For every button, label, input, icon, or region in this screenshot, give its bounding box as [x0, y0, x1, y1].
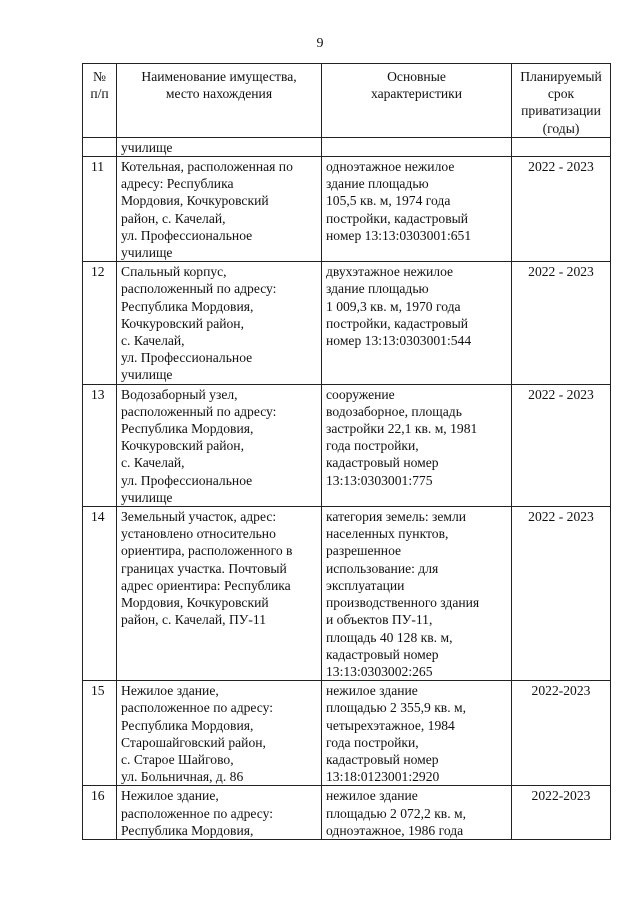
row-num: 14: [83, 507, 117, 681]
row-name: Нежилое здание, расположенное по адресу: Республика Мордовия,: [117, 786, 322, 840]
row-period: 2022 - 2023: [512, 384, 611, 506]
row-num: [83, 137, 117, 156]
row-num: 15: [83, 681, 117, 786]
row-period: 2022-2023: [512, 681, 611, 786]
row-characteristics: нежилое здание площадью 2 355,9 кв. м, четырехэтажное, 1984 года постройки, кадастровый номер 13:18:0123001:2920: [322, 681, 512, 786]
row-period: 2022 - 2023: [512, 507, 611, 681]
row-period: 2022-2023: [512, 786, 611, 840]
row-num: 13: [83, 384, 117, 506]
row-num: 11: [83, 157, 117, 262]
privatization-table: [82, 63, 611, 840]
header-characteristics: Основные характеристики: [322, 64, 512, 138]
table-row: [83, 507, 611, 681]
row-characteristics: категория земель: земли населенных пунктов, разрешенное использование: для эксплуатации производственного здания и объектов ПУ-11, площадь 40 128 кв. м, кадастровый номер 13:13:0303002:265: [322, 507, 512, 681]
row-num: 12: [83, 262, 117, 384]
row-period: 2022 - 2023: [512, 262, 611, 384]
header-period: Планируемый срок приватизации (годы): [512, 64, 611, 138]
table-header-row: [83, 64, 611, 138]
row-period: 2022 - 2023: [512, 157, 611, 262]
table-row: [83, 786, 611, 840]
page-number: 9: [316, 36, 324, 51]
table-row: [83, 681, 611, 786]
table-row: [83, 157, 611, 262]
row-characteristics: одноэтажное нежилое здание площадью 105,5 кв. м, 1974 года постройки, кадастровый номер 13:13:0303001:651: [322, 157, 512, 262]
table-row: [83, 262, 611, 384]
row-name: Земельный участок, адрес: установлено относительно ориентира, расположенного в границах участка. Почтовый адрес ориентира: Республика Мордовия, Кочкуровский район, с. Качелай, ПУ-11: [117, 507, 322, 681]
row-characteristics: нежилое здание площадью 2 072,2 кв. м, одноэтажное, 1986 года: [322, 786, 512, 840]
table-row: [83, 137, 611, 156]
row-name: училище: [117, 137, 322, 156]
row-name: Водозаборный узел, расположенный по адресу: Республика Мордовия, Кочкуровский район, с. Качелай, ул. Профессиональное училище: [117, 384, 322, 506]
header-num: № п/п: [83, 64, 117, 138]
row-characteristics: двухэтажное нежилое здание площадью 1 009,3 кв. м, 1970 года постройки, кадастровый номер 13:13:0303001:544: [322, 262, 512, 384]
row-name: Нежилое здание, расположенное по адресу: Республика Мордовия, Старошайговский район, с. Старое Шайгово, ул. Больничная, д. 86: [117, 681, 322, 786]
row-name: Спальный корпус, расположенный по адресу: Республика Мордовия, Кочкуровский район, с. Качелай, ул. Профессиональное училище: [117, 262, 322, 384]
row-characteristics: [322, 137, 512, 156]
row-num: 16: [83, 786, 117, 840]
header-name: Наименование имущества, место нахождения: [117, 64, 322, 138]
row-period: [512, 137, 611, 156]
table-row: [83, 384, 611, 506]
row-characteristics: сооружение водозаборное, площадь застройки 22,1 кв. м, 1981 года постройки, кадастровый номер 13:13:0303001:775: [322, 384, 512, 506]
row-name: Котельная, расположенная по адресу: Республика Мордовия, Кочкуровский район, с. Качелай, ул. Профессиональное училище: [117, 157, 322, 262]
